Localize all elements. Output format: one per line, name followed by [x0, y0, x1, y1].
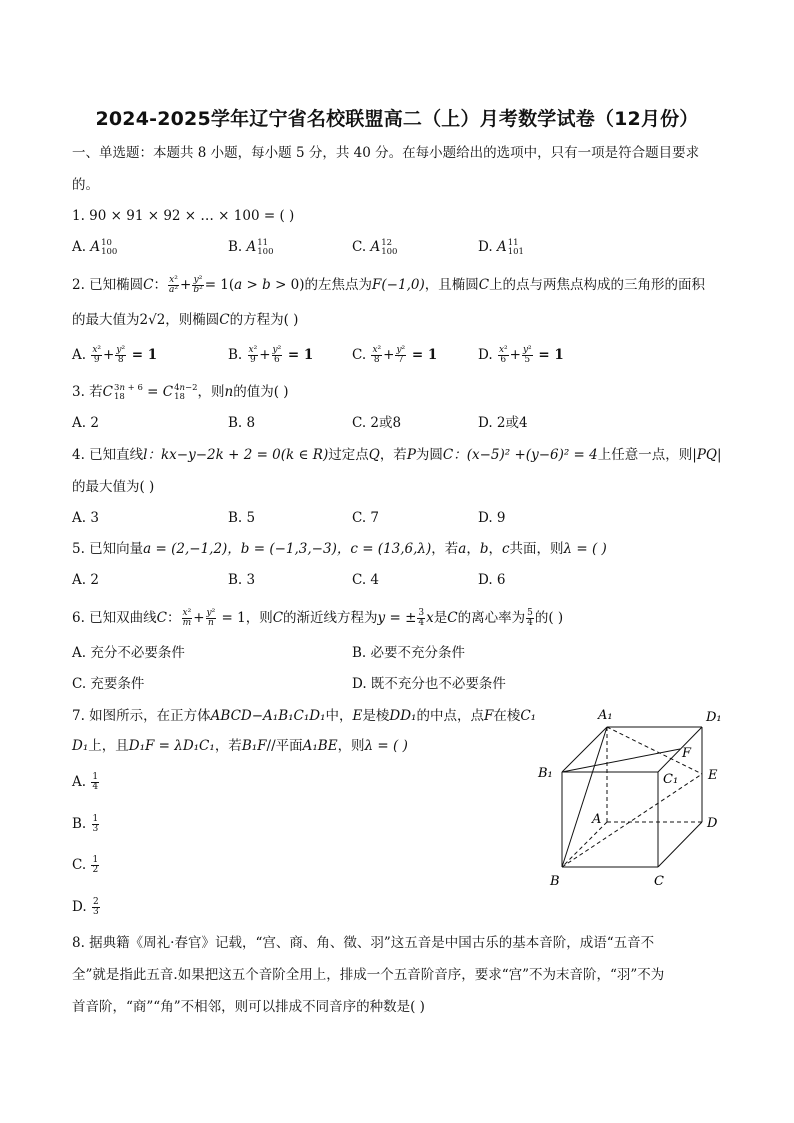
- q2-stem: 2. 已知椭圆C： $\frac{\text{x²}}{\text{a²}}$ + $\frac{\text{y²}}{\text{b²}}$ = 1(a > b > 0)的左焦点为F(−1,0)，且椭圆C上的点与两焦点构成的三角形的面积: [72, 275, 706, 295]
- q2-option-c: C. $\frac{\text{x²}}{8}$ + $\frac{\text{y²}}{7}$ = 1: [352, 345, 438, 365]
- q6-option-a: A. 充分不必要条件: [72, 645, 185, 661]
- label-d1: D₁: [706, 710, 722, 725]
- section-instructions: 一、单选题：本题共 8 小题，每小题 5 分，共 40 分。在每小题给出的选项中，只有一项是符合题目要求: [72, 145, 700, 161]
- q1-stem: 1. 90 × 91 × 92 × … × 100 = ( ): [72, 208, 295, 224]
- q1-option-b: B. A 11 100: [228, 238, 274, 257]
- q5-option-a: A. 2: [72, 572, 99, 588]
- q5-stem: 5. 已知向量a = (2,−1,2)，b = (−1,3,−3)，c = (13,6,λ)，若a，b，c共面，则λ = ( ): [72, 541, 607, 557]
- q6-option-b: B. 必要不充分条件: [352, 645, 466, 661]
- q7-stem-cont: D₁上，且D₁F = λD₁C₁，若B₁F//平面A₁BE，则λ = ( ): [72, 738, 408, 754]
- q4-option-b: B. 5: [228, 510, 256, 526]
- q3-option-c: C. 2或8: [352, 415, 402, 431]
- q8-stem: 8. 据典籍《周礼·春官》记载，“宫、商、角、徵、羽”这五音是中国古乐的基本音阶，成语“五音不: [72, 935, 655, 951]
- q7-stem: 7. 如图所示，在正方体ABCD−A₁B₁C₁D₁中，E是棱DD₁的中点，点F在棱C₁: [72, 708, 537, 724]
- q3-option-a: A. 2: [72, 415, 99, 431]
- q7-option-b: B. $\frac{1}{3}$: [72, 814, 99, 834]
- q4-stem-cont: 的最大值为( ): [72, 479, 155, 495]
- label-d: D: [707, 816, 718, 831]
- cube-figure: [530, 705, 740, 890]
- label-e: E: [708, 768, 718, 783]
- q2-option-a: A. $\frac{\text{x²}}{9}$ + $\frac{\text{y²}}{8}$ = 1: [72, 345, 158, 365]
- q1-option-d: D. A 11 101: [478, 238, 524, 257]
- label-b1: B₁: [538, 766, 553, 781]
- q4-option-d: D. 9: [478, 510, 506, 526]
- q5-option-d: D. 6: [478, 572, 506, 588]
- q8-stem-cont: 全”就是指此五音.如果把这五个音阶全用上，排成一个五音阶音序，要求“宫”不为末音阶，“羽”不为: [72, 967, 665, 983]
- label-f: F: [682, 746, 692, 761]
- q1-option-a: A. A 10 100: [72, 238, 118, 257]
- q3-stem: 3. 若C 3n + 6 18 = C 4n−2 18 ，则n的值为( ): [72, 383, 289, 402]
- q7-option-a: A. $\frac{1}{4}$: [72, 772, 99, 792]
- q4-option-c: C. 7: [352, 510, 380, 526]
- label-c: C: [654, 874, 664, 889]
- q3-option-d: D. 2或4: [478, 415, 528, 431]
- q5-option-c: C. 4: [352, 572, 380, 588]
- label-a: A: [592, 812, 602, 827]
- q6-stem: 6. 已知双曲线C： $\frac{\text{x²}}{m}$ + $\frac{\text{y²}}{n}$ = 1，则C的渐近线方程为y = ± $\frac{3}{4}$ x是C的离心率为 $\frac{5}{4}$ 的( ): [72, 608, 564, 628]
- q3-option-b: B. 8: [228, 415, 256, 431]
- q4-stem: 4. 已知直线l：kx−y−2k + 2 = 0(k ∈ R)过定点Q，若P为圆C：(x−5)² +(y−6)² = 4上任意一点，则|PQ|: [72, 447, 722, 463]
- q2-stem-cont: 的最大值为2√2，则椭圆C的方程为( ): [72, 312, 299, 328]
- label-a1: A₁: [598, 708, 613, 723]
- q1-option-c: C. A 12 100: [352, 238, 398, 257]
- q4-option-a: A. 3: [72, 510, 99, 526]
- q6-option-d: D. 既不充分也不必要条件: [352, 676, 506, 692]
- label-b: B: [550, 874, 560, 889]
- q6-option-c: C. 充要条件: [72, 676, 145, 692]
- q2-option-d: D. $\frac{\text{x²}}{6}$ + $\frac{\text{y²}}{5}$ = 1: [478, 345, 564, 365]
- label-c1: C₁: [663, 772, 679, 787]
- q7-option-c: C. $\frac{1}{2}$: [72, 855, 99, 875]
- q5-option-b: B. 3: [228, 572, 256, 588]
- q7-option-d: D. $\frac{2}{3}$: [72, 897, 99, 917]
- page-title: 2024-2025学年辽宁省名校联盟高二（上）月考数学试卷（12月份）: [95, 108, 699, 130]
- q8-stem-cont2: 首音阶，“商”“角”不相邻，则可以排成不同音序的种数是( ): [72, 999, 425, 1015]
- section-instructions-cont: 的。: [72, 177, 99, 193]
- q2-option-b: B. $\frac{\text{x²}}{9}$ + $\frac{\text{y²}}{6}$ = 1: [228, 345, 314, 365]
